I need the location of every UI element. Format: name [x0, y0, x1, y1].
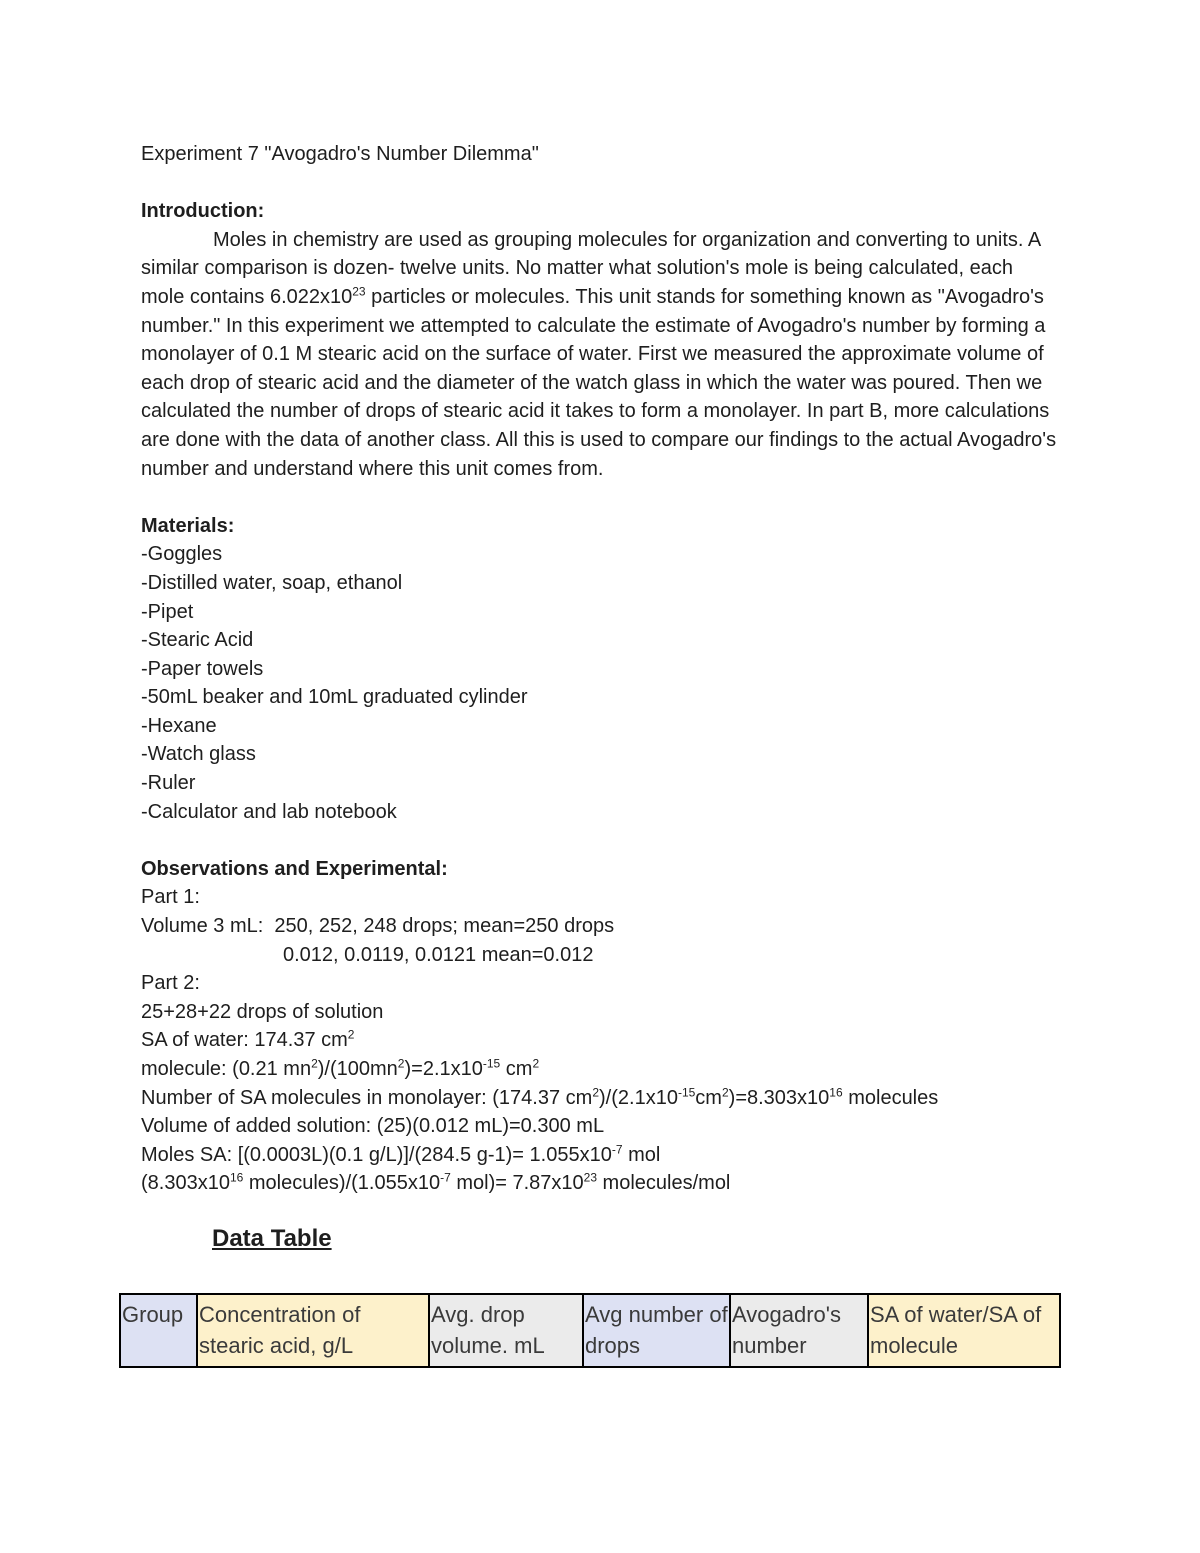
document-body: [141, 140, 1061, 1198]
data-table-title: Data Table: [212, 1225, 332, 1252]
observations-heading: Observations and Experimental:: [141, 857, 448, 880]
material-item: -Distilled water, soap, ethanol: [141, 571, 403, 594]
material-item: -Calculator and lab notebook: [141, 800, 397, 823]
header-drop-volume: Avg. drop volume. mL: [429, 1294, 583, 1367]
material-item: -Goggles: [141, 543, 223, 566]
material-item: -50mL beaker and 10mL graduated cylinder: [141, 686, 528, 709]
header-concentration: Concentration of stearic acid, g/L: [197, 1294, 429, 1367]
introduction-heading: Introduction:: [141, 200, 265, 223]
part2-label: Part 2:: [141, 972, 200, 995]
material-item: -Watch glass: [141, 743, 256, 766]
material-item: -Stearic Acid: [141, 629, 254, 652]
drops-of-solution: 25+28+22 drops of solution: [141, 1000, 384, 1023]
sa-of-water: SA of water: 174.37 $cm^2$: [141, 1027, 355, 1052]
header-avogadro: Avogadro's number: [730, 1294, 868, 1367]
header-num-drops: Avg number of drops: [583, 1294, 730, 1367]
molecule-area: molecule: (0.21 $mn^2)/(100mn^2)=2.1x10^{-15}$ $cm^2$: [141, 1056, 540, 1080]
avogadro-result: ($8.303x10^{16}$ $molecules)/(1.055x10^{-7}$ $mol)= 7.87x10^{23}$ molecules/mol: [141, 1170, 731, 1195]
material-item: -Hexane: [141, 714, 217, 737]
material-item: -Ruler: [141, 772, 196, 795]
moles-sa: Moles SA: [(0.0003L)(0.1 g/L)]/(284.5 $g-1)= 1.055x10^{-7}$ mol: [141, 1142, 661, 1166]
materials-heading: Materials:: [141, 514, 235, 537]
header-group: Group: [120, 1294, 197, 1367]
data-table: [119, 1293, 1061, 1368]
number-of-molecules: Number of SA molecules in monolayer: (174.37 $cm^2)/(2.1x10^{-15}cm^2)=8.303x10^{16}$ molecules: [141, 1084, 939, 1109]
volume-per-drop: 0.012, 0.0119, 0.0121 mean=0.012: [283, 943, 594, 966]
part1-label: Part 1:: [141, 886, 200, 909]
introduction-paragraph: Moles in chemistry are used as grouping molecules for organization and converting to units. A similar comparison is dozen- twelve units. No matter what solution's mole is being calculated, each mole contains $6.022x10^{23}$ particles or molecules. This unit stands for something known as "Avogadro's number." In this experiment we attempted to calculate the estimate of Avogadro's number by forming a monolayer of 0.1 M stearic acid on the surface of water. First we measured the approximate volume of each drop of stearic acid and the diameter of the watch glass in which the water was poured. Then we calculated the number of drops of stearic acid it takes to form a monolayer. In part B, more calculations are done with the data of another class. All this is used to compare our findings to the actual Avogadro's number and understand where this unit comes from.: [141, 228, 1057, 480]
volume-added: Volume of added solution: (25)(0.012 mL)=0.300 mL: [141, 1115, 605, 1138]
table-header-row: [120, 1294, 1060, 1367]
volume-measurement: Volume 3 mL: 250, 252, 248 drops; mean=250 drops: [141, 915, 615, 938]
header-sa-ratio: SA of water/SA of molecule: [868, 1294, 1060, 1367]
material-item: -Paper towels: [141, 657, 264, 680]
material-item: -Pipet: [141, 600, 194, 623]
document-title: Experiment 7 "Avogadro's Number Dilemma": [141, 143, 539, 165]
